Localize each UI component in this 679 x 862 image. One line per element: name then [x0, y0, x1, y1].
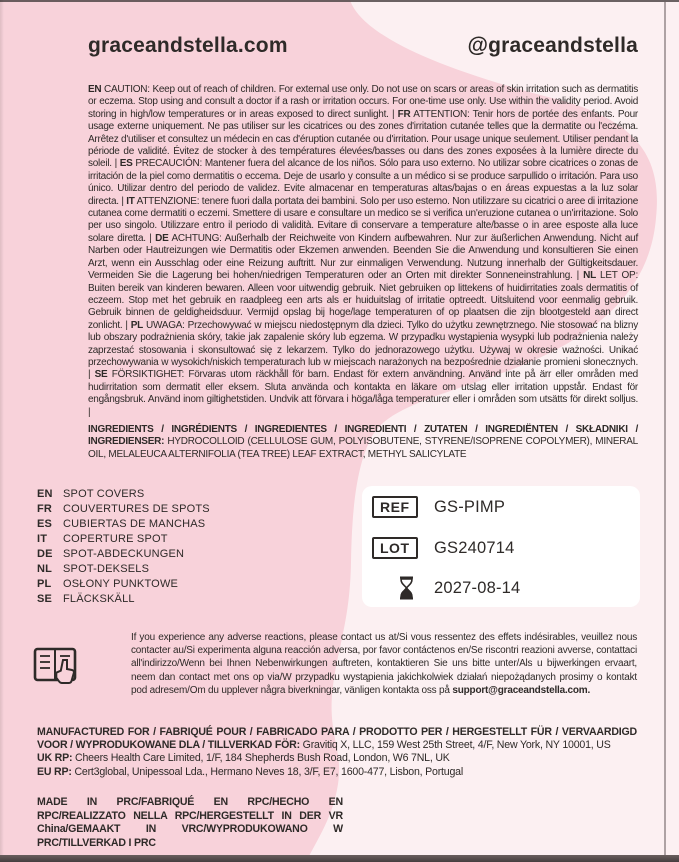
- language-code: SE: [37, 593, 53, 605]
- language-code: EN: [37, 488, 53, 500]
- expiry-date: 2027-08-14: [434, 578, 521, 597]
- brand-website: graceandstella.com: [88, 34, 288, 57]
- language-code: IT: [37, 533, 48, 545]
- product-name: SPOT-ABDECKUNGEN: [63, 548, 185, 560]
- language-code: NL: [37, 563, 53, 575]
- regulatory-info-card: [362, 486, 640, 607]
- eu-rp-line: EU RP: Cert3global, Unipessoal Lda., Hermano Neves 18, 3/F, E7, 1600-477, Lisbon, Portugal: [37, 765, 464, 778]
- photo-top-edge: [0, 0, 679, 2]
- product-name: SPOT-DEKSELS: [63, 563, 150, 575]
- language-code: DE: [37, 548, 53, 560]
- product-name-list: [37, 487, 337, 607]
- made-in-block: MADE IN PRC/FABRIQUÉ EN RPC/HECHO EN RPC/REALIZZATO NELLA RPC/HERGESTELLT IN DER VR China/GEMAAKT IN VRC/WYPRODUKOWANO W PRC/TILLVERKAD I PRC: [37, 796, 343, 849]
- list-item: [37, 487, 337, 502]
- product-name: COPERTURE SPOT: [63, 533, 168, 545]
- product-name: SPOT COVERS: [63, 488, 145, 500]
- language-code: PL: [37, 578, 52, 590]
- product-name: CUBIERTAS DE MANCHAS: [63, 518, 206, 530]
- list-item: [37, 592, 337, 607]
- consult-instructions-booklet-icon: [33, 646, 77, 692]
- photo-left-edge: [0, 0, 4, 862]
- list-item: [37, 532, 337, 547]
- language-code: FR: [37, 503, 53, 515]
- ingredients-paragraph: INGREDIENTS / INGRÉDIENTS / INGREDIENTES / INGREDIENTI / ZUTATEN / INGREDIËNTEN / SKŁADNIKI / INGREDIENSER: HYDROCOLLOID (CELLULOSE GUM, POLYISOBUTENE, STYRENE/ISOPRENE COPOLYMER), MINERAL OIL, MELALEUCA ALTERNIFOLIA (TEA TREE) LEAF EXTRACT, METHYL SALICYLATE: [88, 424, 638, 460]
- list-item: [37, 502, 337, 517]
- ref-row: [372, 494, 506, 520]
- product-name: OSŁONY PUNKTOWE: [63, 578, 179, 590]
- lot-symbol: LOT: [372, 537, 418, 559]
- photo-bottom-edge: [0, 855, 679, 862]
- ref-symbol: REF: [372, 496, 418, 518]
- product-name: COUVERTURES DE SPOTS: [63, 503, 210, 515]
- brand-social-handle: @graceandstella: [467, 34, 638, 57]
- list-item: [37, 577, 337, 592]
- uk-rp-line: UK RP: Cheers Health Care Limited, 1/F, 184 Shepherds Bush Road, London, W6 7NL, UK: [37, 752, 450, 765]
- language-code: ES: [37, 518, 53, 530]
- lot-row: [372, 535, 515, 561]
- caution-paragraph: EN CAUTION: Keep out of reach of children. For external use only. Do not use on scars or areas of skin irritation such as dermatitis or eczema. Stop using and consult a doctor if a rash or irritation occurs. For one-time use only. Use within the validity period. Avoid storing in high/low temperatures or in areas exposed to direct sunlight. | FR ATTENTION: Tenir hors de portée des enfants. Pour usage externe uniquement. Ne pas utiliser sur les cicatrices ou des zones d'irritation cutanée telles que la dermatite ou l'eczéma. Arrêtez d'utiliser et consultez un médecin en cas d'éruption cutanée ou d'irritation. Pour usage unique seulement. Utiliser pendant la période de validité. Évitez de stocker à des températures élevées/basses ou dans des zones exposées à la lumière directe du soleil. | ES PRECAUCIÓN: Mantener fuera del alcance de los niños. Sólo para uso externo. No utilizar sobre cicatrices o zonas de irritación de la piel como dermatitis o eccema. Deje de usarlo y consulte a un médico si se produce sarpullido o irritación. Para uso único. Utilizar dentro del periodo de validez. Evite almacenar en temperaturas altas/bajas o en áreas expuestas a la luz solar directa. | IT ATTENZIONE: tenere fuori dalla portata dei bambini. Solo per uso esterno. Non utilizzare su cicatrici o aree di irritazione cutanea come dermatiti o eczemi. Smettere di usare e consultare un medico se si verifica un'eruzione cutanea o un'irritazione. Solo per uso singolo. Utilizzare entro il periodo di validità. Evitare di conservare a temperature alte/basse o in aree esposte alla luce solare diretta. | DE ACHTUNG: Außerhalb der Reichweite von Kindern aufbewahren. Nur zur äußerlichen Anwendung. Nicht auf Narben oder Hautreizungen wie Dermatitis oder Ekzemen anwenden. Beenden Sie die Anwendung und konsultieren Sie einen Arzt, wenn ein Ausschlag oder eine Reizung auftritt. Nur zur einmaligen Verwendung. Nutzung innerhalb der Gültigkeitsdauer. Vermeiden Sie die Lagerung bei hohen/niedrigen Temperaturen oder an Orten mit direkter Sonneneinstrahlung. | NL LET OP: Buiten bereik van kinderen bewaren. Alleen voor uitwendig gebruik. Niet gebruiken op littekens of huidirritaties zoals dermatitis of eczeem. Stop met het gebruik en raadpleeg een arts als er huiduitslag of irritatie optreedt. Uitsluitend voor eenmalig gebruik. Gebruik binnen de geldigheidsduur. Vermijd opslag bij hoge/lage temperaturen of op plaatsen die zijn blootgesteld aan direct zonlicht. | PL UWAGA: Przechowywać w miejscu niedostępnym dla dzieci. Tylko do użytku zewnętrznego. Nie stosować na blizny lub obszary podrażnienia skóry, takie jak zapalenie skóry lub egzema. W przypadku wystąpienia wysypki lub podrażnienia należy zaprzestać stosowania i skonsultować się z lekarzem. Tylko do jednorazowego użytku. Używaj w okresie ważności. Unikać przechowywania w wysokich/niskich temperaturach lub w miejscach narażonych na bezpośrednie działanie promieni słonecznych. | SE FÖRSIKTIGHET: Förvaras utom räckhåll för barn. Endast för extern användning. Använd inte på ärr eller områden med hudirritation som dermatit eller eksem. Sluta använda och kontakta en läkare om utslag eller irritation uppstår. Endast för engångsbruk. Använd inom giltighetstiden. Undvik att förvara i höga/låga temperaturer eller i områden som utsätts för direkt solljus. |: [88, 84, 639, 418]
- product-name: FLÄCKSKÄLL: [63, 593, 135, 605]
- lot-value: GS240714: [434, 538, 515, 557]
- list-item: [37, 517, 337, 532]
- list-item: [37, 562, 337, 577]
- adverse-reactions-paragraph: If you experience any adverse reactions, please contact us at/Si vous ressentez des effets indésirables, veuillez nous contacter au/Si experimenta alguna reacción adversa, por favor contáctenos en/Se riscontri reazioni avverse, contattaci all'indirizzo/Wenn bei Ihnen Nebenwirkungen auftreten, kontaktieren Sie uns bitte unter/Als u bijwerkingen ervaart, neem dan contact met ons op via/W przypadku wystąpienia jakichkolwiek działań niepożądanych prosimy o kontakt pod adresem/Om du upplever några biverkningar, vänligen kontakta oss på support@graceandstella.com.: [131, 632, 637, 696]
- manufactured-for-line: MANUFACTURED FOR / FABRIQUÉ POUR / FABRICADO PARA / PRODOTTO PER / HERGESTELLT FÜR / VERVAARDIGD VOOR / WYPRODUKOWANE DLA / TILLVERKAD FÖR: Gravitiq X, LLC, 159 West 25th Street, 4/F, New York, NY 10001, US: [37, 726, 637, 752]
- ref-value: GS-PIMP: [434, 497, 506, 516]
- list-item: [37, 547, 337, 562]
- photo-right-edge: [664, 2, 666, 855]
- manufacturer-block: [37, 726, 637, 779]
- hourglass-icon: [398, 576, 415, 600]
